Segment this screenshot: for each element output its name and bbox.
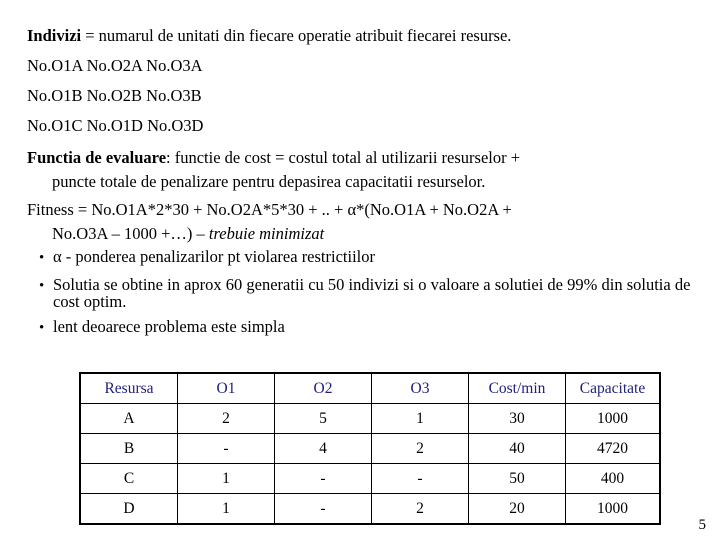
table-cell-cost-min: 40 bbox=[469, 434, 566, 464]
table-cell-o2: 4 bbox=[275, 434, 372, 464]
list-item bbox=[27, 249, 702, 268]
table-header bbox=[80, 373, 660, 404]
table-row bbox=[80, 494, 660, 525]
fitness-line-1: Fitness = No.O1A*2*30 + No.O2A*5*30 + .. + α*(No.O1A + No.O2A + bbox=[27, 200, 512, 219]
table-row bbox=[80, 404, 660, 434]
table-cell-o3: 2 bbox=[372, 494, 469, 525]
table-cell-capacitate: 1000 bbox=[566, 494, 661, 525]
table-header-cell-o1: O1 bbox=[178, 373, 275, 404]
variable-line-2-wrap bbox=[27, 88, 702, 105]
table-cell-capacitate: 400 bbox=[566, 464, 661, 494]
fitness-line-2-plain: No.O3A – 1000 +…) – bbox=[52, 223, 209, 243]
eval-function-line-1-rest: : functie de cost = costul total al utilizarii resurselor + bbox=[166, 148, 521, 167]
table-cell-o1: - bbox=[178, 434, 275, 464]
variable-line-3-wrap bbox=[27, 118, 702, 135]
resource-table-wrap bbox=[79, 372, 646, 525]
table-header-cell-capacitate: Capacitate bbox=[566, 373, 661, 404]
eval-function-block bbox=[27, 150, 702, 190]
list-item bbox=[27, 274, 702, 311]
table-cell-capacitate: 1000 bbox=[566, 404, 661, 434]
intro-definition-text: = numarul de unitati din fiecare operatie atribuit fiecarei resurse. bbox=[81, 26, 512, 45]
variable-line-3: No.O1C No.O1D No.O3D bbox=[27, 116, 204, 135]
table-cell-cost-min: 30 bbox=[469, 404, 566, 434]
table-cell-resursa: A bbox=[80, 404, 178, 434]
bullet-list bbox=[27, 249, 702, 347]
list-item-text: α - ponderea penalizarilor pt violarea restrictiilor bbox=[53, 247, 375, 266]
bullet-icon: • bbox=[39, 250, 45, 266]
table-cell-o2: 5 bbox=[275, 404, 372, 434]
table-cell-o3: 2 bbox=[372, 434, 469, 464]
variable-line-2: No.O1B No.O2B No.O3B bbox=[27, 86, 202, 105]
intro-definition-line bbox=[27, 28, 702, 45]
table-cell-resursa: B bbox=[80, 434, 178, 464]
fitness-block bbox=[27, 202, 702, 242]
table-cell-o2: - bbox=[275, 464, 372, 494]
table-body bbox=[80, 404, 660, 525]
fitness-line-2-italic: trebuie minimizat bbox=[208, 223, 325, 243]
table-header-row bbox=[80, 373, 660, 404]
table-header-cell-o2: O2 bbox=[275, 373, 372, 404]
table-cell-resursa: C bbox=[80, 464, 178, 494]
table-cell-capacitate: 4720 bbox=[566, 434, 661, 464]
table-cell-cost-min: 20 bbox=[469, 494, 566, 525]
table-cell-cost-min: 50 bbox=[469, 464, 566, 494]
fitness-line-2 bbox=[27, 223, 702, 243]
intro-definition-block bbox=[27, 28, 702, 45]
table-cell-resursa: D bbox=[80, 494, 178, 525]
variable-line-1: No.O1A No.O2A No.O3A bbox=[27, 56, 203, 75]
resource-table bbox=[79, 372, 661, 525]
table-cell-o3: 1 bbox=[372, 404, 469, 434]
table-cell-o1: 1 bbox=[178, 494, 275, 525]
intro-term: Indivizi bbox=[27, 26, 82, 45]
eval-function-label: Functia de evaluare bbox=[27, 148, 167, 167]
list-item bbox=[27, 319, 702, 338]
table-header-cell-cost-min: Cost/min bbox=[469, 373, 566, 404]
variable-line-1-wrap bbox=[27, 58, 702, 75]
eval-function-line-1 bbox=[27, 150, 702, 167]
page-number: 5 bbox=[698, 517, 706, 533]
table-row bbox=[80, 464, 660, 494]
table-header-cell-o3: O3 bbox=[372, 373, 469, 404]
table-cell-o1: 2 bbox=[178, 404, 275, 434]
table-cell-o1: 1 bbox=[178, 464, 275, 494]
bullet-icon: • bbox=[39, 277, 45, 294]
table-cell-o2: - bbox=[275, 494, 372, 525]
eval-function-line-2: puncte totale de penalizare pentru depasirea capacitatii resurselor. bbox=[52, 171, 486, 191]
table-cell-o3: - bbox=[372, 464, 469, 494]
bullet-icon: • bbox=[39, 320, 45, 337]
list-item-text: Solutia se obtine in aprox 60 generatii cu 50 indivizi si o valoare a solutiei de 99% din solutia de cost optim. bbox=[53, 274, 691, 311]
table-header-cell-resursa: Resursa bbox=[80, 373, 178, 404]
list-item-text: lent deoarece problema este simpla bbox=[53, 317, 285, 337]
table-row bbox=[80, 434, 660, 464]
